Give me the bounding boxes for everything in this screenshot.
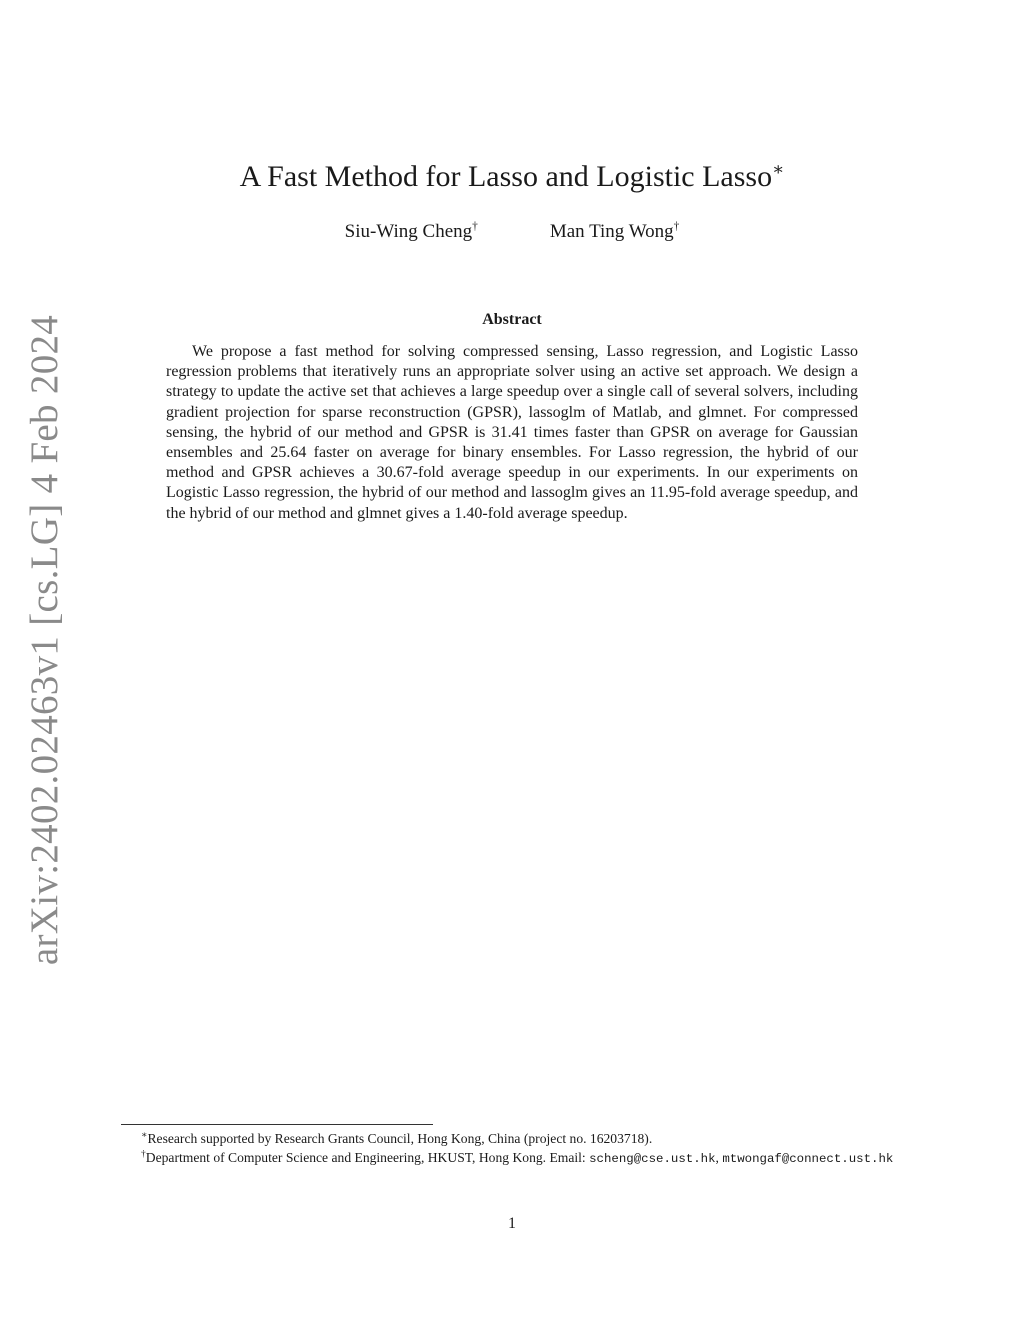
email-wong[interactable]: mtwongaf@connect.ust.hk	[722, 1152, 894, 1166]
author-1-mark: †	[472, 220, 478, 233]
email-separator: ,	[715, 1150, 719, 1165]
author-2-mark: †	[673, 220, 680, 233]
footnote-funding	[121, 1129, 905, 1148]
abstract-heading: Abstract	[482, 311, 542, 328]
author-1	[345, 221, 478, 243]
author-2-name: Man Ting Wong	[549, 221, 674, 242]
abstract-body: We propose a fast method for solving compressed sensing, Lasso regression, and Logistic Lasso regression problems that iteratively runs an appropriate solver using an active set approach. We design a strategy to update the active set that achieves a large speedup over a single call of several solvers, including gradient projection for sparse reconstruction (GPSR), lassoglm of Matlab, and glmnet. For compressed sensing, the hybrid of our method and GPSR is 31.41 times faster than GPSR on average for Gaussian ensembles and 25.64 faster on average for binary ensembles. For Lasso regression, the hybrid of our method and GPSR achieves a 30.67-fold average speedup in our experiments. In our experiments on Logistic Lasso regression, the hybrid of our method and lassoglm gives an 11.95-fold average speedup, and the hybrid of our method and glmnet gives a 1.40-fold average speedup.	[166, 343, 858, 522]
footnote-affiliation-text: Department of Computer Science and Engineering, HKUST, Hong Kong. Email:	[145, 1150, 590, 1165]
paper-title-text: A Fast Method for Lasso and Logistic Lasso	[239, 160, 773, 193]
author-1-name: Siu-Wing Cheng	[344, 221, 473, 242]
footnote-funding-mark: ∗	[141, 1130, 148, 1141]
footnote-funding-text: Research supported by Research Grants Council, Hong Kong, China (project no. 16203718).	[147, 1131, 653, 1146]
footnote-affiliation-mark: †	[141, 1149, 146, 1160]
footnote-rule	[121, 1124, 433, 1125]
footnotes	[121, 1129, 905, 1169]
email-cheng[interactable]: scheng@cse.ust.hk	[589, 1152, 716, 1166]
footnote-affiliation	[121, 1148, 905, 1169]
author-list	[0, 221, 1024, 243]
arxiv-identifier-stamp: arXiv:2402.02463v1 [cs.LG] 4 Feb 2024	[22, 314, 66, 966]
page-number: 1	[508, 1215, 516, 1232]
title-footnote-mark: ∗	[772, 159, 785, 179]
author-2	[550, 221, 679, 243]
paper-title	[0, 160, 1024, 194]
